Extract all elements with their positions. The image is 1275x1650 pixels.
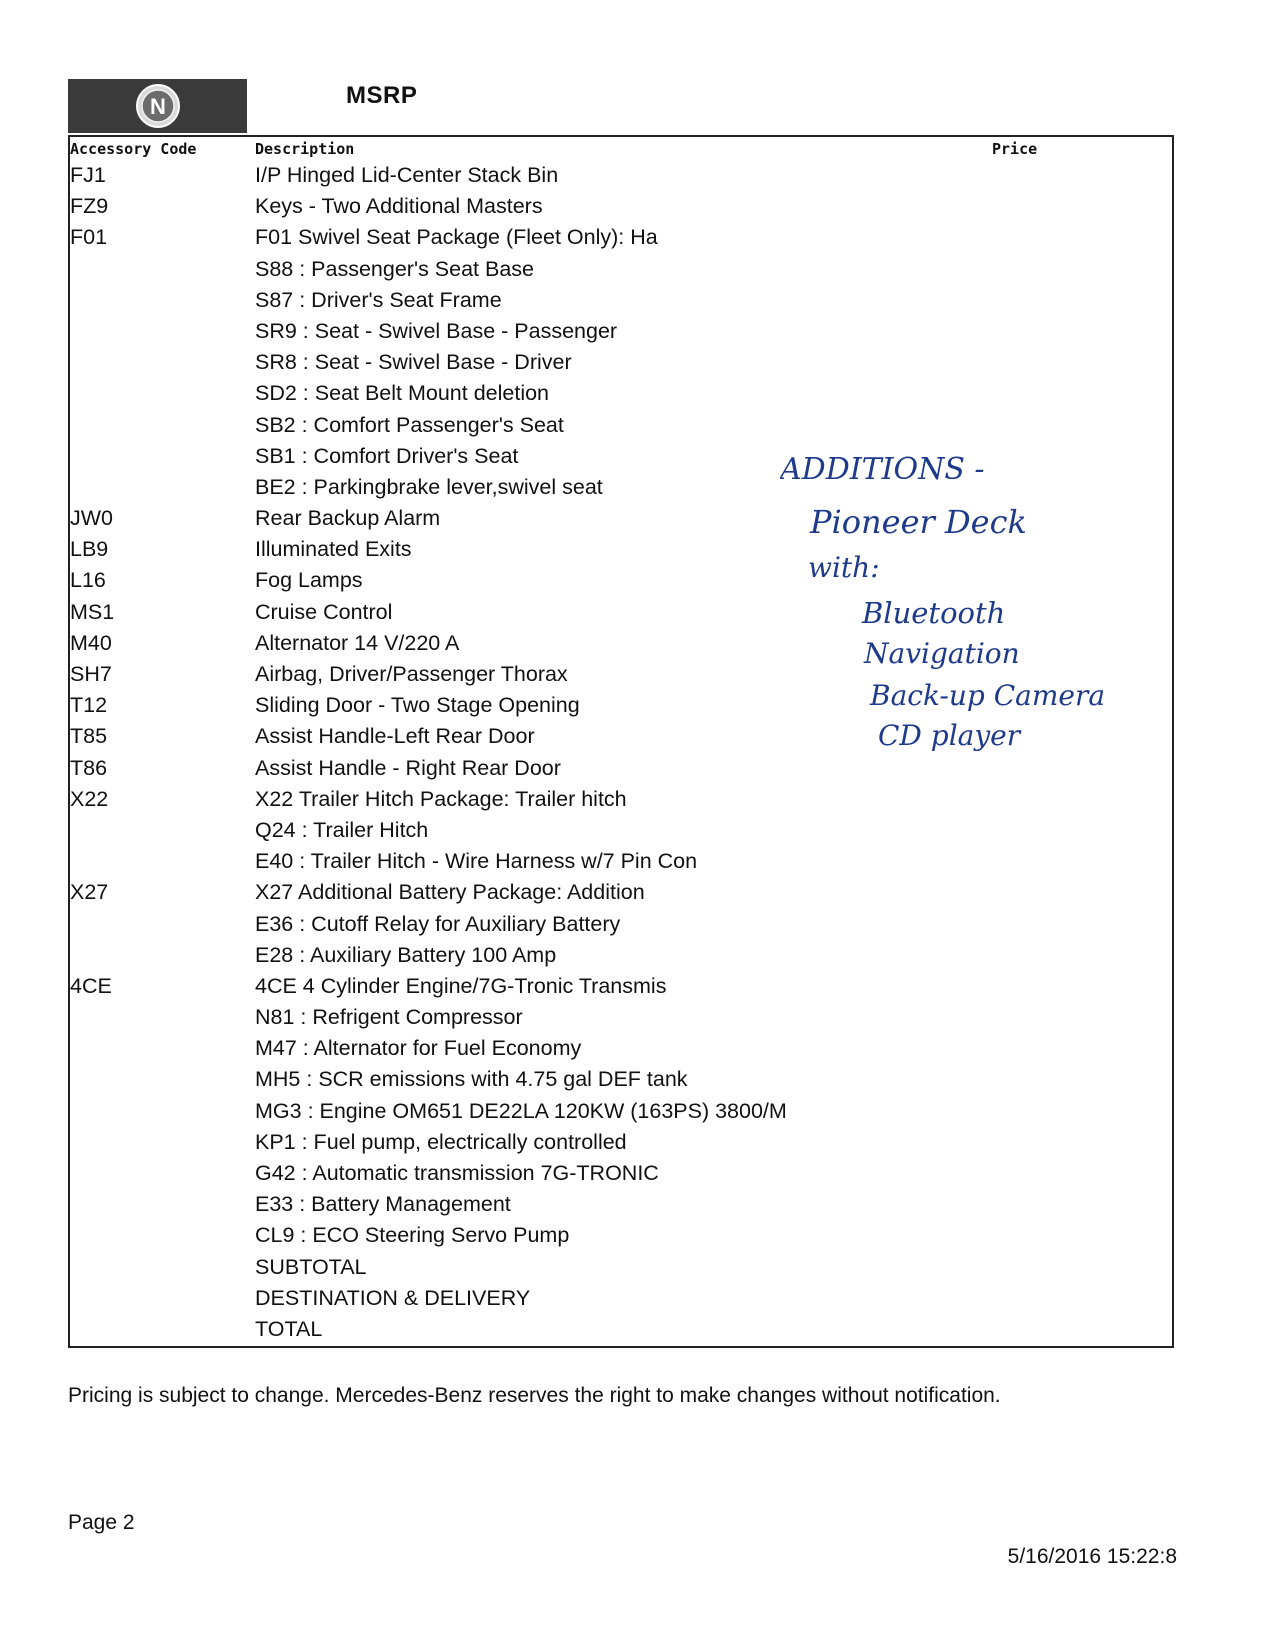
accessory-description: Assist Handle-Left Rear Door <box>255 724 535 749</box>
subtotal-label: SUBTOTAL <box>255 1254 367 1279</box>
accessory-description: M47 : Alternator for Fuel Economy <box>255 1036 582 1061</box>
logo-letter: N <box>149 94 166 119</box>
column-header-code: Accessory Code <box>70 140 197 158</box>
accessory-code: FZ9 <box>70 194 109 219</box>
accessory-description: Assist Handle - Right Rear Door <box>255 755 561 780</box>
brand-logo <box>68 79 247 133</box>
print-timestamp: 5/16/2016 15:22:8 <box>1007 1545 1177 1568</box>
accessory-code: JW0 <box>70 506 113 531</box>
table-row <box>70 346 1170 377</box>
accessory-description: SD2 : Seat Belt Mount deletion <box>255 381 550 406</box>
pricing-disclaimer: Pricing is subject to change. Mercedes-Benz reserves the right to make changes without notification. <box>68 1384 1001 1407</box>
accessory-code: X22 <box>70 786 109 811</box>
handwritten-line: Back-up Camera <box>870 679 1106 712</box>
total-row <box>70 1313 1170 1344</box>
destination-row <box>70 1282 1170 1313</box>
accessory-description: X22 Trailer Hitch Package: Trailer hitch <box>255 786 627 811</box>
table-row <box>70 1188 1170 1219</box>
table-row <box>70 1126 1170 1157</box>
accessory-code: 4CE <box>70 973 112 998</box>
accessory-code: F01 <box>70 225 108 250</box>
accessory-description: 4CE 4 Cylinder Engine/7G-Tronic Transmis <box>255 973 667 998</box>
table-row <box>70 845 1170 876</box>
accessory-description: F01 Swivel Seat Package (Fleet Only): Ha <box>255 225 658 250</box>
table-row <box>70 159 1170 190</box>
handwritten-line: CD player <box>878 719 1021 752</box>
accessory-description: SR8 : Seat - Swivel Base - Driver <box>255 350 572 375</box>
accessory-description: Q24 : Trailer Hitch <box>255 817 429 842</box>
total-label: TOTAL <box>255 1316 323 1341</box>
accessory-description: Illuminated Exits <box>255 537 412 562</box>
subtotal-row <box>70 1251 1170 1282</box>
accessory-code: M40 <box>70 630 112 655</box>
accessory-description: Sliding Door - Two Stage Opening <box>255 693 580 718</box>
table-row <box>70 221 1170 252</box>
accessory-code: T85 <box>70 724 108 749</box>
handwritten-line: ADDITIONS - <box>780 455 985 487</box>
handwritten-line: Navigation <box>864 637 1020 670</box>
table-row <box>70 284 1170 315</box>
accessory-description: Cruise Control <box>255 599 393 624</box>
handwritten-line: Pioneer Deck <box>810 503 1027 541</box>
accessory-description: S88 : Passenger's Seat Base <box>255 256 534 281</box>
table-row <box>70 1219 1170 1250</box>
accessory-code: MS1 <box>70 599 115 624</box>
accessory-description: Fog Lamps <box>255 568 363 593</box>
page-number: Page 2 <box>68 1511 135 1534</box>
handwritten-line: Bluetooth <box>862 596 1006 630</box>
accessory-description: Airbag, Driver/Passenger Thorax <box>255 662 568 686</box>
accessory-description: G42 : Automatic transmission 7G-TRONIC <box>255 1161 659 1185</box>
destination-label: DESTINATION & DELIVERY <box>255 1285 531 1310</box>
accessory-description: S87 : Driver's Seat Frame <box>255 287 502 312</box>
accessory-description: E40 : Trailer Hitch - Wire Harness w/7 Pin Con <box>255 849 698 874</box>
accessory-code: T12 <box>70 693 108 718</box>
accessory-description: SR9 : Seat - Swivel Base - Passenger <box>255 318 618 343</box>
accessory-description: SB2 : Comfort Passenger's Seat <box>255 412 564 437</box>
accessory-description: SB1 : Comfort Driver's Seat <box>255 443 519 468</box>
table-row <box>70 253 1170 284</box>
table-row <box>70 315 1170 346</box>
table-row <box>70 1157 1170 1188</box>
table-row <box>70 190 1170 221</box>
accessory-description: E36 : Cutoff Relay for Auxiliary Battery <box>255 911 621 936</box>
accessory-code: LB9 <box>70 537 109 562</box>
accessory-description: CL9 : ECO Steering Servo Pump <box>255 1223 570 1248</box>
accessory-code: FJ1 <box>70 163 106 187</box>
table-row <box>70 1001 1170 1032</box>
accessory-code: L16 <box>70 568 106 593</box>
table-row <box>70 814 1170 845</box>
accessory-description: X27 Additional Battery Package: Addition <box>255 880 645 905</box>
table-row <box>70 1095 1170 1126</box>
table-row <box>70 1032 1170 1063</box>
handwritten-note <box>780 455 1180 815</box>
accessory-description: KP1 : Fuel pump, electrically controlled <box>255 1129 627 1154</box>
page-title: MSRP <box>346 82 418 109</box>
accessory-description: MH5 : SCR emissions with 4.75 gal DEF tank <box>255 1067 688 1092</box>
accessory-code: T86 <box>70 755 108 780</box>
table-row <box>70 939 1170 970</box>
accessory-description: Keys - Two Additional Masters <box>255 194 543 219</box>
logo-emblem-icon <box>132 82 184 130</box>
column-header-description: Description <box>255 140 355 158</box>
accessory-description: E28 : Auxiliary Battery 100 Amp <box>255 942 557 967</box>
table-row <box>70 876 1170 907</box>
accessory-description: MG3 : Engine OM651 DE22LA 120KW (163PS) 3800/M <box>255 1098 787 1123</box>
table-row <box>70 970 1170 1001</box>
column-header-price: Price <box>992 140 1038 158</box>
accessory-description: N81 : Refrigent Compressor <box>255 1005 523 1030</box>
accessory-description: I/P Hinged Lid-Center Stack Bin <box>255 163 559 187</box>
accessory-description: Alternator 14 V/220 A <box>255 630 460 655</box>
table-row <box>70 908 1170 939</box>
accessory-code: X27 <box>70 880 109 905</box>
table-row <box>70 409 1170 440</box>
accessory-description: BE2 : Parkingbrake lever,swivel seat <box>255 474 603 499</box>
accessory-code: SH7 <box>70 662 112 686</box>
handwritten-line: with: <box>808 551 880 584</box>
table-row <box>70 377 1170 408</box>
accessory-description: E33 : Battery Management <box>255 1192 511 1217</box>
accessory-description: Rear Backup Alarm <box>255 506 441 531</box>
table-row <box>70 1063 1170 1094</box>
